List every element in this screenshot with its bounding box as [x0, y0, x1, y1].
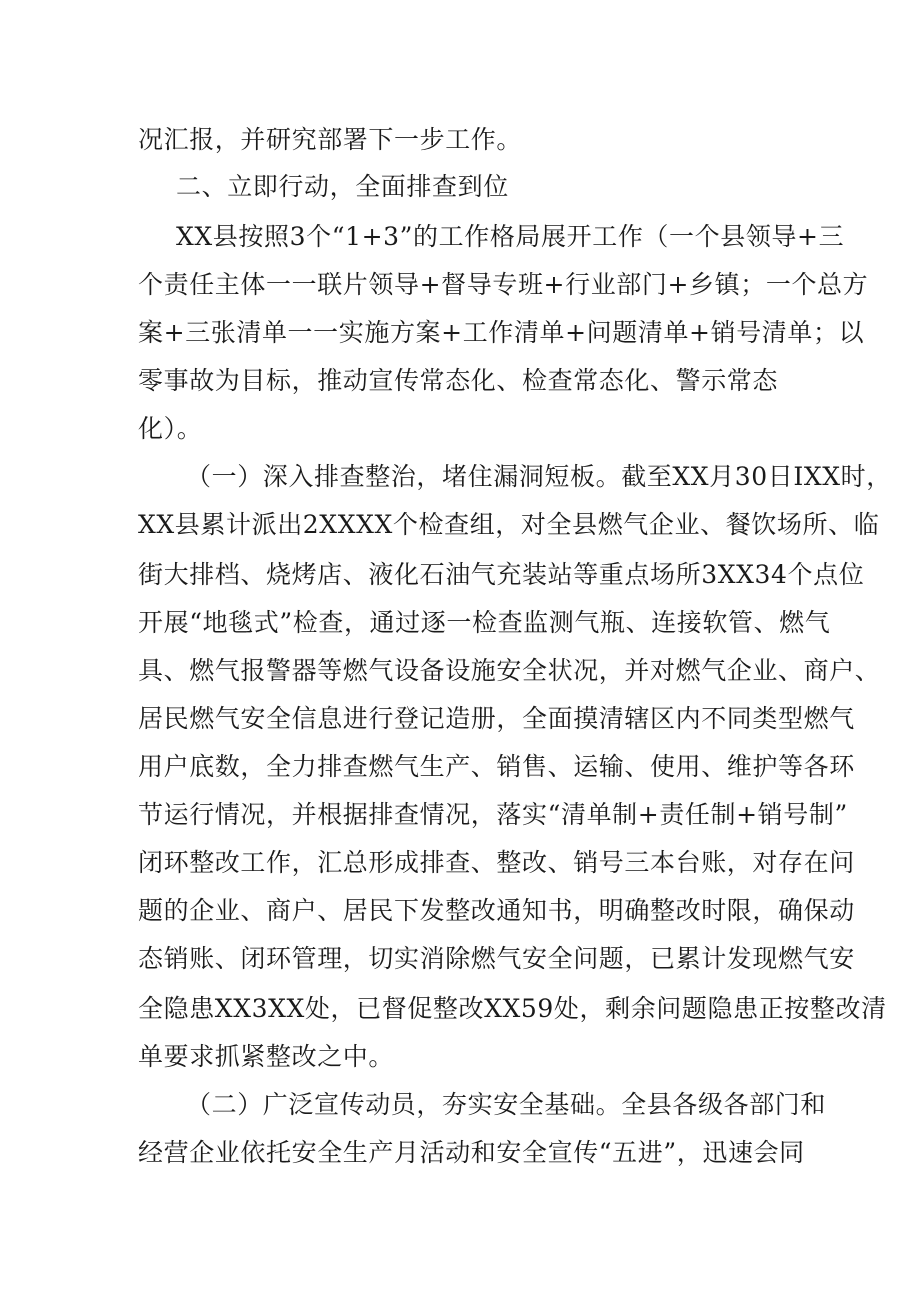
text-line: 单要求抓紧整改之中。 — [138, 1042, 395, 1071]
text-line: 具、燃气报警器等燃气设备设施安全状况，并对燃气企业、商户、 — [138, 656, 881, 685]
text-line: 街大排档、烧烤店、液化石油气充装站等重点场所3XX34个点位 — [138, 560, 865, 589]
text-line: 用户底数，全力排查燃气生产、销售、运输、使用、维护等各环 — [138, 752, 855, 781]
text-line: 案+三张清单一一实施方案+工作清单+问题清单+销号清单；以 — [138, 318, 865, 347]
text-line: 化）。 — [138, 414, 203, 443]
subsection-heading: （一）深入排查整治，堵住漏洞短板。截至XX月30日IXX时， — [186, 462, 892, 491]
text-line: 态销账、闭环管理，切实消除燃气安全问题，已累计发现燃气安 — [138, 944, 855, 973]
text-line: XX县按照3个“1+3”的工作格局展开工作（一个县领导+三 — [176, 222, 845, 251]
section-heading: 二、立即行动，全面排查到位 — [176, 172, 509, 201]
text-line: 居民燃气安全信息进行登记造册，全面摸清辖区内不同类型燃气 — [138, 704, 855, 733]
text-line: XX县累计派出2XXXX个检查组，对全县燃气企业、餐饮场所、临 — [138, 510, 880, 539]
text-line: 题的企业、商户、居民下发整改通知书，明确整改时限，确保动 — [138, 896, 855, 925]
subsection-heading: （二）广泛宣传动员，夯实安全基础。全县各级各部门和 — [186, 1090, 827, 1119]
text-line: 况汇报，并研究部署下一步工作。 — [138, 125, 523, 154]
text-line: 闭环整改工作，汇总形成排查、整改、销号三本台账，对存在问 — [138, 848, 855, 877]
text-line: 节运行情况，并根据排查情况，落实“清单制+责任制+销号制” — [138, 800, 848, 829]
text-line: 经营企业依托安全生产月活动和安全宣传“五进”，迅速会同 — [138, 1138, 805, 1167]
text-line: 个责任主体一一联片领导+督导专班+行业部门+乡镇；一个总方 — [138, 270, 869, 299]
text-line: 开展“地毯式”检查，通过逐一检查监测气瓶、连接软管、燃气 — [138, 608, 831, 637]
text-line: 零事故为目标，推动宣传常态化、检查常态化、警示常态 — [138, 366, 779, 395]
text-line: 全隐患XX3XX处，已督促整改XX59处，剩余问题隐患正按整改清 — [138, 994, 887, 1023]
